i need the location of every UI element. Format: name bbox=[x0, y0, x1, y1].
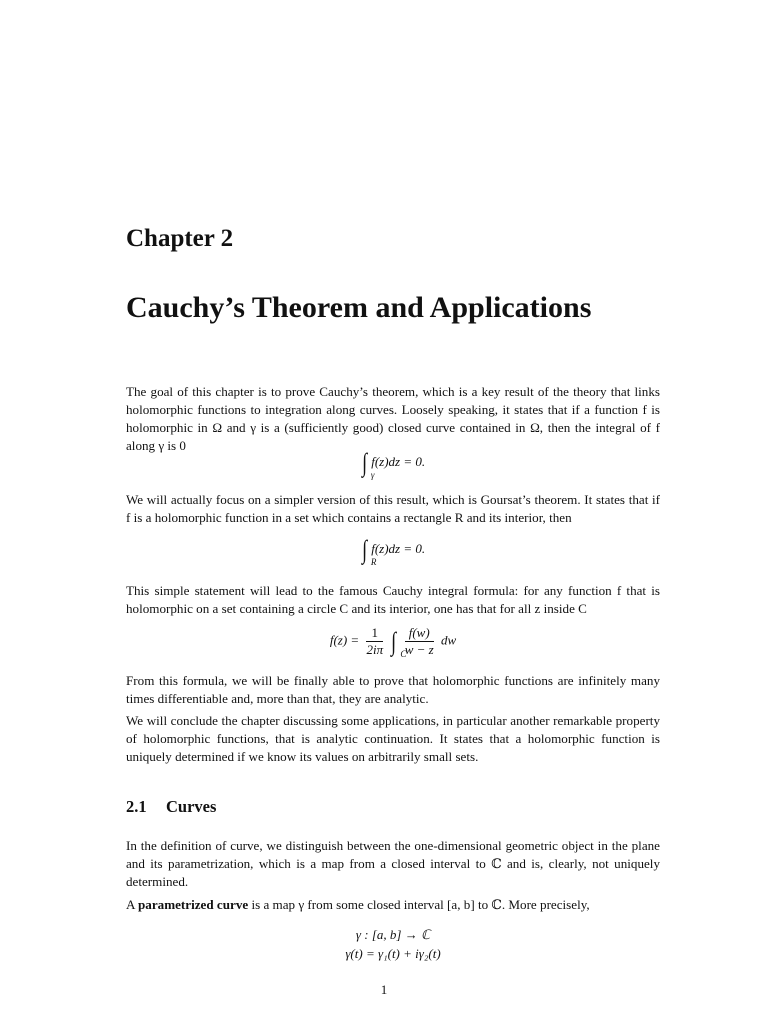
equation-integrand: f(z)dz = 0. bbox=[371, 540, 426, 556]
section-heading bbox=[126, 797, 216, 817]
equation-integrand: f(z)dz = 0. bbox=[371, 453, 426, 469]
fraction-numerator: f(w) bbox=[405, 625, 434, 642]
intro-paragraph-2: We will actually focus on a simpler version of this result, which is Goursat’s theorem. It states that if f is a holomorphic function in a set which contains a rectangle R and its interior, then bbox=[126, 492, 660, 525]
formula-differential: dw bbox=[440, 632, 457, 648]
fraction-denominator: 2iπ bbox=[366, 642, 384, 657]
integral-sign: ∫ C bbox=[391, 626, 407, 659]
intro-paragraph-3: This simple statement will lead to the famous Cauchy integral formula: for any function f that is holomorphic on a set containing a circle C and its interior, one has that for all z inside C bbox=[126, 583, 660, 616]
integral-subscript: γ bbox=[370, 470, 375, 480]
intro-paragraph-1: The goal of this chapter is to prove Cauchy’s theorem, which is a key result of the theory that links holomorphic functions to integration along curves. Loosely speaking, it states that if a function f is holomorphic in Ω and γ is a (sufficiently good) closed curve contained in Ω, then the integral of f along γ is 0 bbox=[126, 384, 660, 453]
equation-curve-map: γ : [a, b] → ℂ bbox=[355, 927, 431, 942]
fraction-denominator: w − z bbox=[404, 642, 434, 657]
section-paragraph-2 bbox=[126, 896, 660, 914]
equation-cauchy-formula bbox=[126, 625, 660, 658]
paragraph-text: A bbox=[126, 897, 139, 912]
integral-subscript: C bbox=[400, 648, 407, 659]
formula-lhs: f(z) = bbox=[329, 632, 360, 648]
section-title: Curves bbox=[166, 797, 217, 816]
fraction-fw-over-w-minus-z bbox=[405, 625, 434, 658]
section-number: 2.1 bbox=[126, 797, 147, 816]
chapter-title: Cauchy’s Theorem and Applications bbox=[126, 291, 592, 324]
intro-paragraph-5: We will conclude the chapter discussing some applications, in particular another remarkable property of holomorphic functions, that is analytic continuation. It states that a holomorphic function is uniquely determined if we know its values on arbitrarily small sets. bbox=[126, 713, 660, 764]
integral-sign: ∫ R bbox=[361, 535, 377, 567]
equation-goursat-integral bbox=[126, 535, 660, 567]
integral-sign: ∫ γ bbox=[361, 448, 375, 480]
intro-paragraph-4: From this formula, we will be finally able to prove that holomorphic functions are infinitely many times differentiable and, more than that, they are analytic. bbox=[126, 673, 660, 706]
paragraph-text: is a map γ from some closed interval [a, b] to ℂ. More precisely, bbox=[248, 897, 590, 912]
term-parametrized-curve: parametrized curve bbox=[138, 897, 249, 912]
fraction-one-over-2ipi bbox=[366, 625, 383, 658]
integral-subscript: R bbox=[370, 557, 377, 567]
page-number: 1 bbox=[380, 982, 388, 997]
equation-cauchy-integral bbox=[126, 448, 660, 480]
equation-curve-components: γ(t) = γ₁(t) + iγ₂(t) bbox=[345, 946, 441, 961]
chapter-label: Chapter 2 bbox=[126, 225, 234, 252]
section-paragraph-1: In the definition of curve, we distinguish between the one-dimensional geometric object in the plane and its parametrization, which is a map from a closed interval to ℂ and is, clearly, not uniquely determined. bbox=[126, 838, 660, 889]
fraction-numerator: 1 bbox=[366, 625, 383, 642]
